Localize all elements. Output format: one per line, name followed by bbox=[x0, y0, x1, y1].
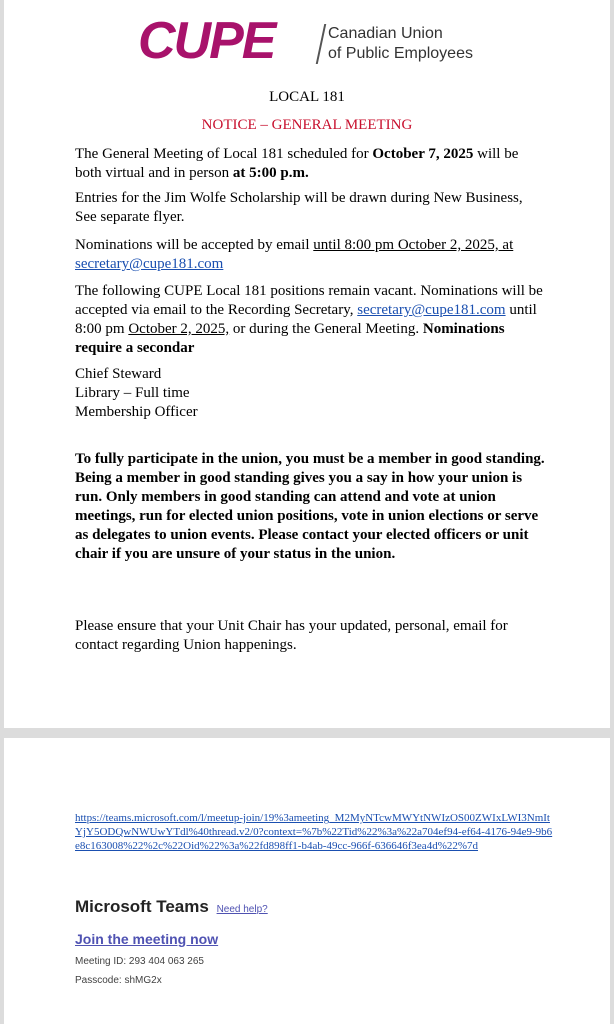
nominations-deadline: until 8:00 pm October 2, 2025, at bbox=[313, 237, 514, 253]
local-number: LOCAL 181 bbox=[269, 89, 345, 105]
vacant-text-3: or during the General Meeting. bbox=[229, 321, 423, 337]
meeting-id-row bbox=[75, 956, 204, 967]
join-meeting-link[interactable]: Join the meeting now bbox=[75, 931, 219, 947]
nominations-paragraph bbox=[75, 236, 545, 274]
scholarship-paragraph: Entries for the Jim Wolfe Scholarship will be drawn during New Business, See separate flyer. bbox=[75, 190, 523, 225]
cupe-logo bbox=[138, 14, 488, 70]
list-item: Membership Officer bbox=[75, 404, 198, 420]
contact-update-paragraph: Please ensure that your Unit Chair has your updated, personal, email for contact regarding Union happenings. bbox=[75, 618, 508, 653]
logo-line-2: of Public Employees bbox=[328, 45, 473, 62]
vacant-text-1: The following CUPE Local 181 positions remain vacant. Nominations will be accepted via email to the Recording Secretary, bbox=[75, 283, 543, 318]
meeting-date: October 7, 2025 bbox=[372, 146, 474, 162]
positions-list bbox=[75, 365, 545, 422]
meeting-text-2: will be both virtual and in person bbox=[75, 146, 519, 181]
secondar-note: Nominations require a secondar bbox=[75, 321, 505, 356]
nominations-text: Nominations will be accepted by email bbox=[75, 237, 314, 253]
meeting-time: at 5:00 p.m. bbox=[232, 165, 309, 181]
list-item: Library – Full time bbox=[75, 385, 190, 401]
meeting-id-label: Meeting ID: bbox=[75, 956, 129, 967]
vacant-positions-paragraph bbox=[75, 282, 545, 358]
logo-line-1: Canadian Union bbox=[328, 25, 443, 42]
passcode-row bbox=[75, 975, 162, 986]
passcode-label: Passcode: bbox=[75, 975, 125, 986]
meeting-paragraph bbox=[75, 145, 545, 183]
secretary-email-link[interactable]: secretary@cupe181.com bbox=[357, 302, 506, 318]
notice-title: NOTICE – GENERAL MEETING bbox=[201, 117, 413, 133]
teams-heading bbox=[75, 897, 268, 917]
good-standing-paragraph: To fully participate in the union, you must be a member in good standing. Being a member in good standing gives you a say in how your union is run. Only members in good standing can attend and vote at union meetings, run for elected union positions, vote in union elections or serve as delegates to union events. Please contact your elected officers or unit chair if you are unsure of your status in the union. bbox=[75, 451, 545, 562]
need-help-link[interactable]: Need help? bbox=[216, 904, 268, 915]
notice-page bbox=[4, 0, 610, 728]
logo-tagline bbox=[328, 24, 473, 64]
vacant-text-2: until 8:00 pm bbox=[75, 302, 537, 337]
meeting-text-1: The General Meeting of Local 181 scheduled for bbox=[75, 146, 373, 162]
logo-separator bbox=[316, 24, 327, 64]
teams-title: Microsoft Teams bbox=[75, 897, 209, 916]
logo-wordmark: CUPE bbox=[138, 12, 275, 70]
meeting-id-value: 293 404 063 265 bbox=[128, 956, 204, 967]
teams-page bbox=[4, 738, 610, 1024]
passcode-value: shMG2x bbox=[124, 975, 162, 986]
vacant-deadline: October 2, 2025, bbox=[128, 321, 230, 337]
list-item: Chief Steward bbox=[75, 366, 162, 382]
nominations-email-link[interactable]: secretary@cupe181.com bbox=[75, 256, 224, 272]
teams-meeting-url[interactable]: https://teams.microsoft.com/l/meetup-join/19%3ameeting_M2MyNTcwMWYtNWIzOS00ZWIxLWI3NmItYjY5ODQwNWUwYTdl%40thread.v2/0?context=%7b%22Tid%22%3a%22a704ef94-ef64-4176-94e9-9b6e8c163008%22%2c%22Oid%22%3a%22fd898ff1-b4ab-49cc-966f-636646f3ea4d%22%7d bbox=[75, 812, 553, 852]
